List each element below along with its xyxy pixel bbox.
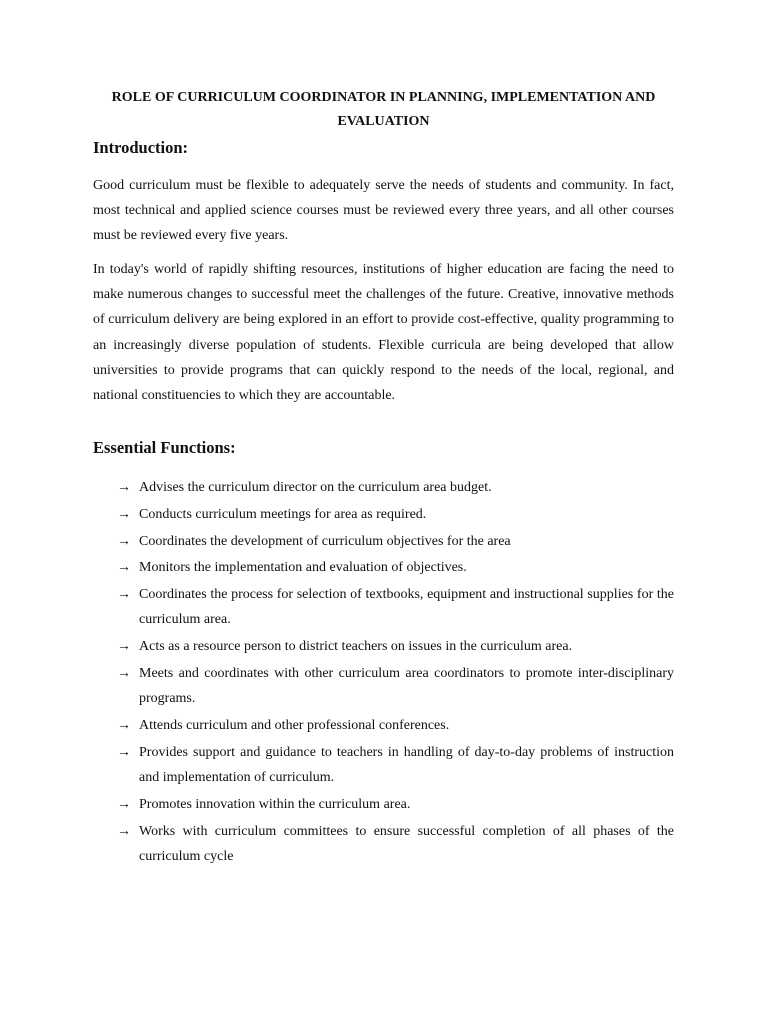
introduction-heading: Introduction: [93, 138, 189, 157]
arrow-icon: → [117, 480, 131, 495]
arrow-icon: → [117, 718, 131, 734]
arrow-icon: → [117, 587, 131, 603]
list-item: → Coordinates the process for selection of textbooks, equipment and instructional supplies for the curriculum area. [117, 582, 674, 633]
document-title: ROLE OF CURRICULUM COORDINATOR IN PLANNING, IMPLEMENTATION AND EVALUATION [111, 90, 656, 129]
essential-functions-heading: Essential Functions: [93, 438, 236, 457]
list-item: → Advises the curriculum director on the curriculum area budget. [117, 475, 674, 500]
list-item: → Acts as a resource person to district teachers on issues in the curriculum area. [117, 634, 674, 659]
arrow-icon: → [117, 533, 131, 549]
list-item: → Promotes innovation within the curriculum area. [117, 792, 674, 817]
intro-paragraph-1: Good curriculum must be flexible to adequately serve the needs of students and community. In fact, most technical and applied science courses must be reviewed every three years, and all other courses must be reviewed every five years. [93, 178, 674, 244]
list-item: → Coordinates the development of curriculum objectives for the area [117, 529, 674, 554]
arrow-icon: → [117, 506, 131, 522]
list-item: → Conducts curriculum meetings for area as required. [117, 502, 674, 527]
arrow-icon: → [117, 797, 131, 813]
arrow-icon: → [117, 639, 131, 655]
arrow-icon: → [117, 666, 131, 682]
intro-paragraph-2: In today's world of rapidly shifting resources, institutions of higher education are facing the need to make numerous changes to successful meet the challenges of the future. Creative, innovative methods of curriculum delivery are being explored in an effort to provide cost-effective, quality programming to an increasingly diverse population of students. Flexible curricula are being developed that allow universities to provide programs that can quickly respond to the needs of the local, regional, and national constituencies to which they are accountable. [93, 262, 674, 404]
list-item: → Attends curriculum and other professional conferences. [117, 713, 674, 738]
arrow-icon: → [117, 823, 131, 839]
list-item: → Provides support and guidance to teachers in handling of day-to-day problems of instruction and implementation of curriculum. [117, 740, 674, 791]
list-item: → Monitors the implementation and evaluation of objectives. [117, 555, 674, 580]
essential-functions-list [117, 475, 674, 871]
list-item: → Works with curriculum committees to ensure successful completion of all phases of the curriculum cycle [117, 819, 674, 870]
list-item: → Meets and coordinates with other curriculum area coordinators to promote inter-disciplinary programs. [117, 661, 674, 712]
arrow-icon: → [117, 560, 131, 576]
arrow-icon: → [117, 744, 131, 760]
